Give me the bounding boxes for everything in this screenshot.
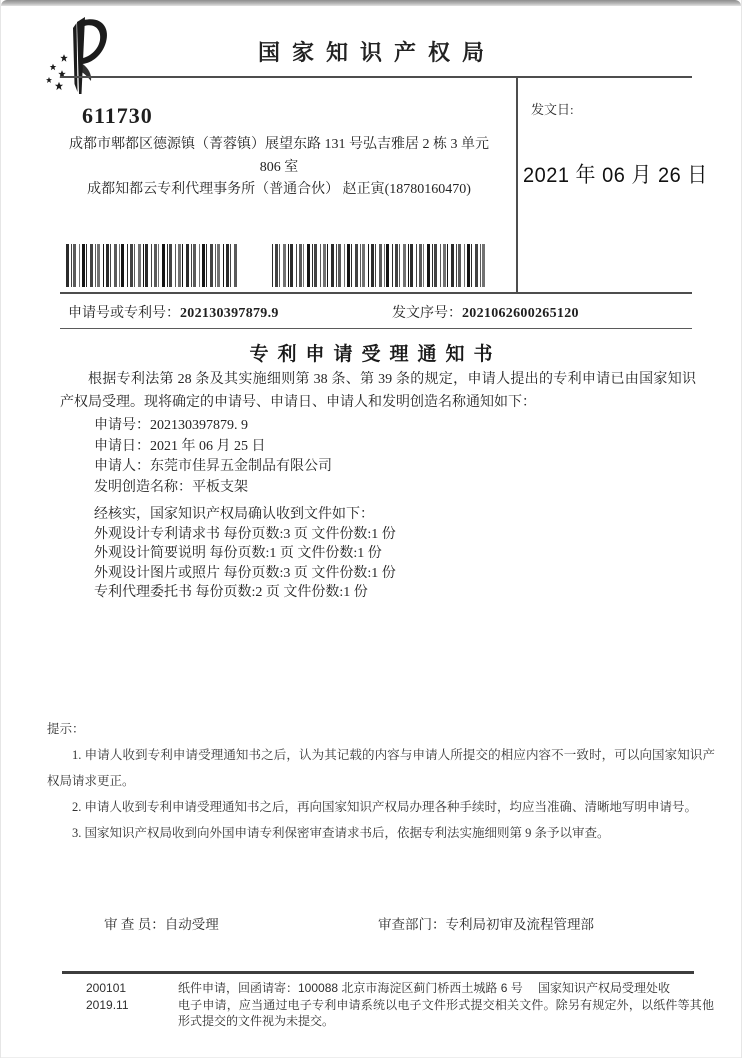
- received-doc-row: 外观设计图片或照片 每份页数:3 页 文件份数:1 份: [94, 565, 396, 581]
- application-fields: [94, 416, 332, 498]
- serial-no-label: 发文序号：: [392, 306, 462, 321]
- notice-intro-paragraph: 根据专利法第 28 条及其实施细则第 38 条、第 39 条的规定，申请人提出的专利申请已由国家知识产权局受理。现将确定的申请号、申请日、申请人和发明创造名称通知如下：: [60, 372, 696, 410]
- recipient-address-line-1: 成都市郫都区德源镇（菁蓉镇）展望东路 131 号弘吉雅居 2 栋 3 单元: [69, 137, 489, 152]
- barcode-right: [272, 244, 486, 287]
- footer-note-paper: 纸件申请，回函请寄：100088 北京市海淀区蓟门桥西土城路 6 号 国家知识产权局受理处收: [178, 981, 671, 995]
- app-no-value: 202130397879.9: [180, 306, 279, 321]
- footer-rule: [62, 971, 694, 974]
- tip-item-1: 1. 申请人收到专利申请受理通知书之后，认为其记载的内容与申请人所提交的相应内容不一致时，可以向国家知识产权局请求更正。: [47, 748, 715, 788]
- received-doc-row: 外观设计简要说明 每份页数:1 页 文件份数:1 份: [94, 546, 382, 561]
- rule-below-barcodes: [60, 292, 692, 294]
- tips-label: 提示：: [47, 722, 85, 736]
- footer-form-code: 200101: [86, 981, 127, 995]
- notice-title: 专利申请受理通知书: [249, 344, 502, 365]
- tip-item-2: 2. 申请人收到专利申请受理通知书之后，再向国家知识产权局办理各种手续时，均应当准确、清晰地写明申请号。: [72, 800, 698, 814]
- tip-item-3: 3. 国家知识产权局收到向外国申请专利保密审查请求书后，依据专利法实施细则第 9 条予以审查。: [72, 826, 610, 840]
- recipient-agent-line: 成都知都云专利代理事务所（普通合伙） 赵正寅(18780160470): [87, 182, 471, 197]
- agency-title: 国家知识产权局: [257, 40, 496, 65]
- header-rule: [60, 76, 692, 78]
- received-doc-row: 专利代理委托书 每份页数:2 页 文件份数:1 份: [94, 585, 368, 600]
- department-value: 专利局初审及流程管理部: [445, 917, 594, 932]
- department-label: 审查部门：: [378, 917, 446, 932]
- footer-version-code: 2019.11: [86, 997, 129, 1012]
- app-no-label: 申请号或专利号：: [68, 306, 180, 321]
- received-doc-row: 外观设计专利请求书 每份页数:3 页 文件份数:1 份: [94, 526, 396, 542]
- received-intro: 经核实，国家知识产权局确认收到文件如下：: [94, 507, 374, 522]
- recipient-address-line-2: 806 室: [259, 159, 299, 175]
- recipient-address-block: [58, 134, 500, 202]
- serial-no-value: 2021062600265120: [462, 306, 579, 321]
- barcode-left: [66, 244, 238, 287]
- field-row-app-date: 申请日：2021 年 06 月 25 日: [94, 438, 266, 454]
- received-documents-section: [94, 505, 396, 603]
- dispatch-date-value: 2021 年 06 月 26 日: [523, 163, 708, 188]
- tips-section: [47, 716, 715, 846]
- address-date-divider: [516, 77, 518, 293]
- dispatch-date-label: 发文日:: [531, 102, 574, 117]
- examiner-label: 审 查 员：: [104, 917, 165, 932]
- examiner-value: 自动受理: [164, 917, 219, 932]
- rule-below-number-row: [60, 328, 692, 329]
- scanned-page-top-edge: [1, 0, 741, 6]
- footer-notes: [86, 980, 714, 1030]
- recipient-postcode: 611730: [82, 103, 153, 128]
- field-row-app-no: 申请号：202130397879. 9: [94, 418, 248, 433]
- field-row-invention-name: 发明创造名称：平板支架: [94, 479, 248, 495]
- footer-note-electronic: 电子申请，应当通过电子专利申请系统以电子文件形式提交相关文件。除另有规定外，以纸件等其他形式提交的文件视为未提交。: [178, 997, 714, 1028]
- field-row-applicant: 申请人：东莞市佳昇五金制品有限公司: [94, 459, 332, 474]
